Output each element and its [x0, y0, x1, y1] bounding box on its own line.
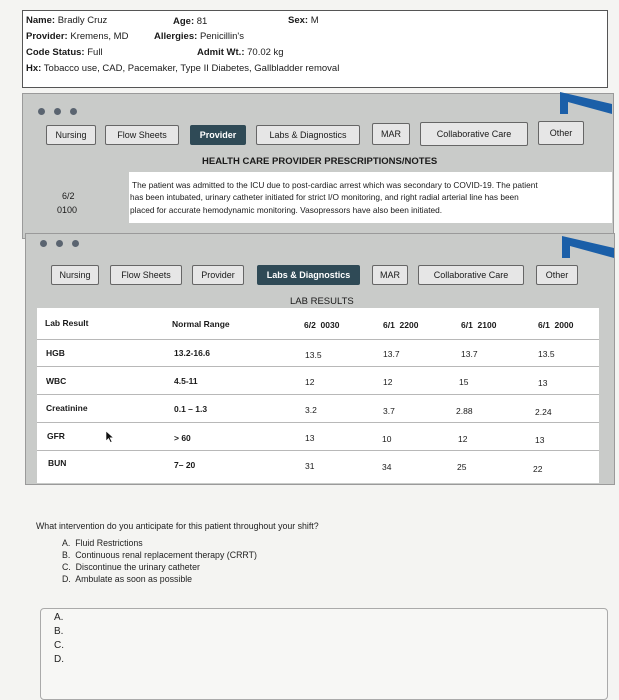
flag-icon-2	[562, 236, 614, 258]
lab-name: GFR	[47, 431, 65, 441]
labs-tab-labs-diagnostics[interactable]: Labs & Diagnostics	[257, 265, 360, 285]
option-a: A. Fluid Restrictions	[62, 538, 143, 548]
lab-value: 12	[383, 377, 393, 387]
tab-nursing[interactable]: Nursing	[46, 125, 96, 145]
patient-sex: Sex: M	[288, 15, 319, 26]
patient-code-status: Code Status: Full	[26, 47, 103, 58]
col-header-date-2: 6/1 2200	[383, 320, 419, 330]
labs-tab-other[interactable]: Other	[536, 265, 578, 285]
flag-icon	[560, 92, 612, 114]
tab-collaborative-care[interactable]: Collaborative Care	[420, 122, 528, 146]
lab-name: Creatinine	[46, 403, 88, 413]
col-header-date-1: 6/2 0030	[304, 320, 340, 330]
lab-value: 12	[305, 377, 315, 387]
patient-history: Hx: Tobacco use, CAD, Pacemaker, Type II Diabetes, Gallbladder removal	[26, 63, 340, 74]
divider	[37, 339, 599, 340]
window-dot-1	[38, 108, 45, 115]
lab-value: 25	[457, 462, 467, 472]
lab-range: 13.2-16.6	[174, 348, 210, 358]
labs-tab-provider[interactable]: Provider	[192, 265, 244, 285]
lab-name: WBC	[46, 376, 67, 386]
patient-age: Age: 81	[173, 16, 208, 27]
lab-range: 7– 20	[174, 460, 196, 470]
lab-value: 2.88	[456, 406, 473, 416]
lab-value: 13.5	[305, 350, 322, 360]
note-time: 0100	[57, 205, 78, 215]
tab-other[interactable]: Other	[538, 121, 584, 145]
col-header-date-3: 6/1 2100	[461, 320, 497, 330]
lab-range: 0.1 – 1.3	[174, 404, 208, 414]
lab-value: 15	[459, 377, 469, 387]
window-dot-6	[72, 240, 79, 247]
divider	[37, 366, 599, 367]
divider	[37, 394, 599, 395]
lab-value: 3.2	[305, 405, 317, 415]
patient-provider: Provider: Kremens, MD	[26, 31, 129, 42]
patient-admit-weight: Admit Wt.: 70.02 kg	[197, 47, 284, 58]
choice-a[interactable]: A.	[54, 612, 64, 623]
lab-value: 2.24	[535, 407, 552, 417]
col-header-normal-range: Normal Range	[172, 319, 230, 329]
lab-value: 31	[305, 461, 315, 471]
provider-section-title: HEALTH CARE PROVIDER PRESCRIPTIONS/NOTES	[202, 156, 438, 167]
labs-tab-collaborative-care[interactable]: Collaborative Care	[418, 265, 524, 285]
lab-value: 13.7	[383, 349, 400, 359]
option-c: C. Discontinue the urinary catheter	[62, 562, 200, 572]
lab-value: 22	[533, 464, 543, 474]
tab-mar[interactable]: MAR	[372, 123, 410, 145]
lab-value: 13.5	[538, 349, 555, 359]
note-line-2: has been intubated, urinary catheter initiated for strict I/O monitoring, and right radial arterial line has been	[130, 192, 519, 202]
lab-name: BUN	[48, 458, 67, 468]
labs-tab-mar[interactable]: MAR	[372, 265, 408, 285]
lab-value: 13	[535, 435, 545, 445]
note-line-3: placed for accurate hemodynamic monitoring. Vasopressors have also been initiated.	[130, 205, 443, 215]
option-d: D. Ambulate as soon as possible	[62, 574, 193, 584]
lab-range: > 60	[174, 433, 191, 443]
patient-header	[22, 10, 608, 88]
window-dot-4	[40, 240, 47, 247]
note-line-1: The patient was admitted to the ICU due to post-cardiac arrest which was secondary to COVID-19. The patient	[132, 180, 538, 190]
mouse-cursor-icon	[105, 430, 115, 443]
lab-results-title: LAB RESULTS	[290, 296, 354, 307]
option-b: B. Continuous renal replacement therapy (CRRT)	[62, 550, 257, 560]
tab-labs-diagnostics[interactable]: Labs & Diagnostics	[256, 125, 360, 145]
window-dot-3	[70, 108, 77, 115]
lab-value: 12	[458, 434, 468, 444]
col-header-date-4: 6/1 2000	[538, 320, 574, 330]
labs-tab-nursing[interactable]: Nursing	[51, 265, 99, 285]
divider	[37, 422, 599, 423]
lab-value: 3.7	[383, 406, 395, 416]
tab-provider[interactable]: Provider	[190, 125, 246, 145]
choice-b[interactable]: B.	[54, 626, 64, 637]
lab-value: 13.7	[461, 349, 478, 359]
answer-choices	[40, 608, 608, 700]
lab-value: 13	[305, 433, 315, 443]
note-date: 6/2	[62, 191, 75, 201]
choice-d[interactable]: D.	[54, 654, 64, 665]
lab-value: 10	[382, 434, 392, 444]
divider	[37, 450, 599, 451]
col-header-lab-result: Lab Result	[45, 318, 89, 328]
lab-name: HGB	[46, 348, 65, 358]
tab-flow-sheets[interactable]: Flow Sheets	[105, 125, 179, 145]
window-dot-5	[56, 240, 63, 247]
patient-allergies: Allergies: Penicillin's	[154, 31, 244, 42]
patient-name: Name: Bradly Cruz	[26, 15, 108, 26]
window-dot-2	[54, 108, 61, 115]
lab-value: 13	[538, 378, 548, 388]
choice-c[interactable]: C.	[54, 640, 64, 651]
question-prompt: What intervention do you anticipate for this patient throughout your shift?	[36, 521, 319, 531]
lab-value: 34	[382, 462, 392, 472]
labs-tab-flow-sheets[interactable]: Flow Sheets	[110, 265, 182, 285]
lab-range: 4.5-11	[174, 376, 198, 386]
lab-results-table	[37, 308, 599, 483]
